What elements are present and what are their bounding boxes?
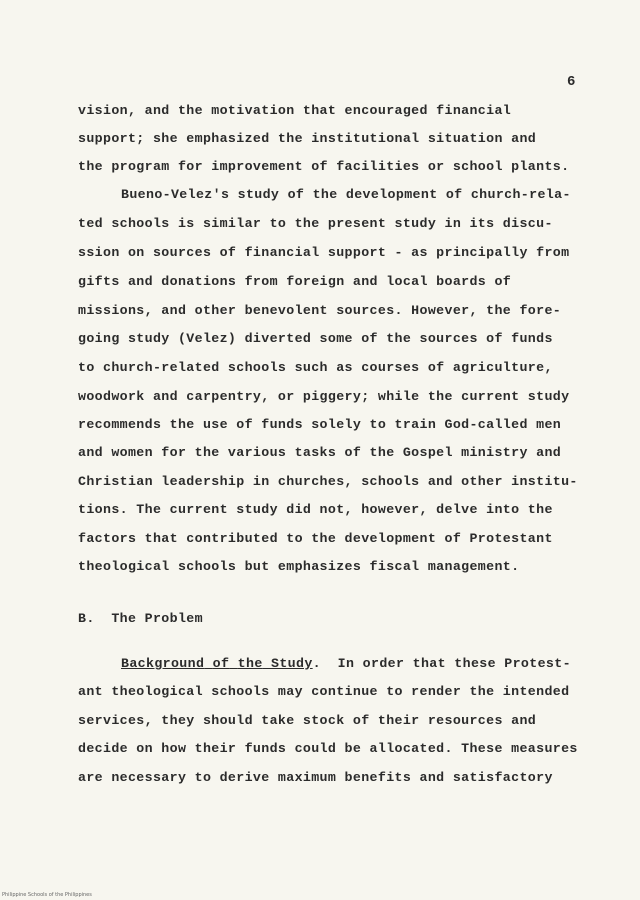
text-line: tions. The current study did not, however, delve into the: [78, 502, 553, 517]
text-line: ssion on sources of financial support - as principally from: [78, 245, 570, 260]
text-line: support; she emphasized the institutional situation and: [78, 131, 537, 146]
text-line: the program for improvement of facilities or school plants.: [78, 159, 570, 174]
text-line: decide on how their funds could be allocated. These measures: [78, 741, 578, 756]
subheading: Background of the Study: [121, 656, 313, 671]
text-line: ant theological schools may continue to render the intended: [78, 684, 570, 699]
text-line: gifts and donations from foreign and local boards of: [78, 274, 512, 289]
section-heading: B. The Problem: [78, 611, 203, 626]
text-line: ted schools is similar to the present study in its discu-: [78, 216, 553, 231]
footer-caption: Philippine Schools of the Philippines: [2, 892, 92, 898]
text-line: going study (Velez) diverted some of the sources of funds: [78, 331, 553, 346]
text-line: factors that contributed to the development of Protestant: [78, 531, 553, 546]
text-line: services, they should take stock of their resources and: [78, 713, 537, 728]
text-line: are necessary to derive maximum benefits and satisfactory: [78, 770, 553, 785]
text-line: recommends the use of funds solely to train God-called men: [78, 417, 562, 432]
text-line: and women for the various tasks of the Gospel ministry and: [78, 445, 562, 460]
text-line: vision, and the motivation that encouraged financial: [78, 103, 512, 118]
page-number: 6: [567, 74, 576, 90]
text-line: theological schools but emphasizes fiscal management.: [78, 559, 520, 574]
text-line: woodwork and carpentry, or piggery; while the current study: [78, 389, 570, 404]
text-line: Bueno-Velez's study of the development of church-rela-: [121, 187, 571, 202]
text-line: missions, and other benevolent sources. However, the fore-: [78, 303, 562, 318]
text-line: Christian leadership in churches, schools and other institu-: [78, 474, 578, 489]
text-line: to church-related schools such as courses of agriculture,: [78, 360, 553, 375]
text-line-with-subheading: Background of the Study. In order that these Protest-: [121, 656, 571, 671]
